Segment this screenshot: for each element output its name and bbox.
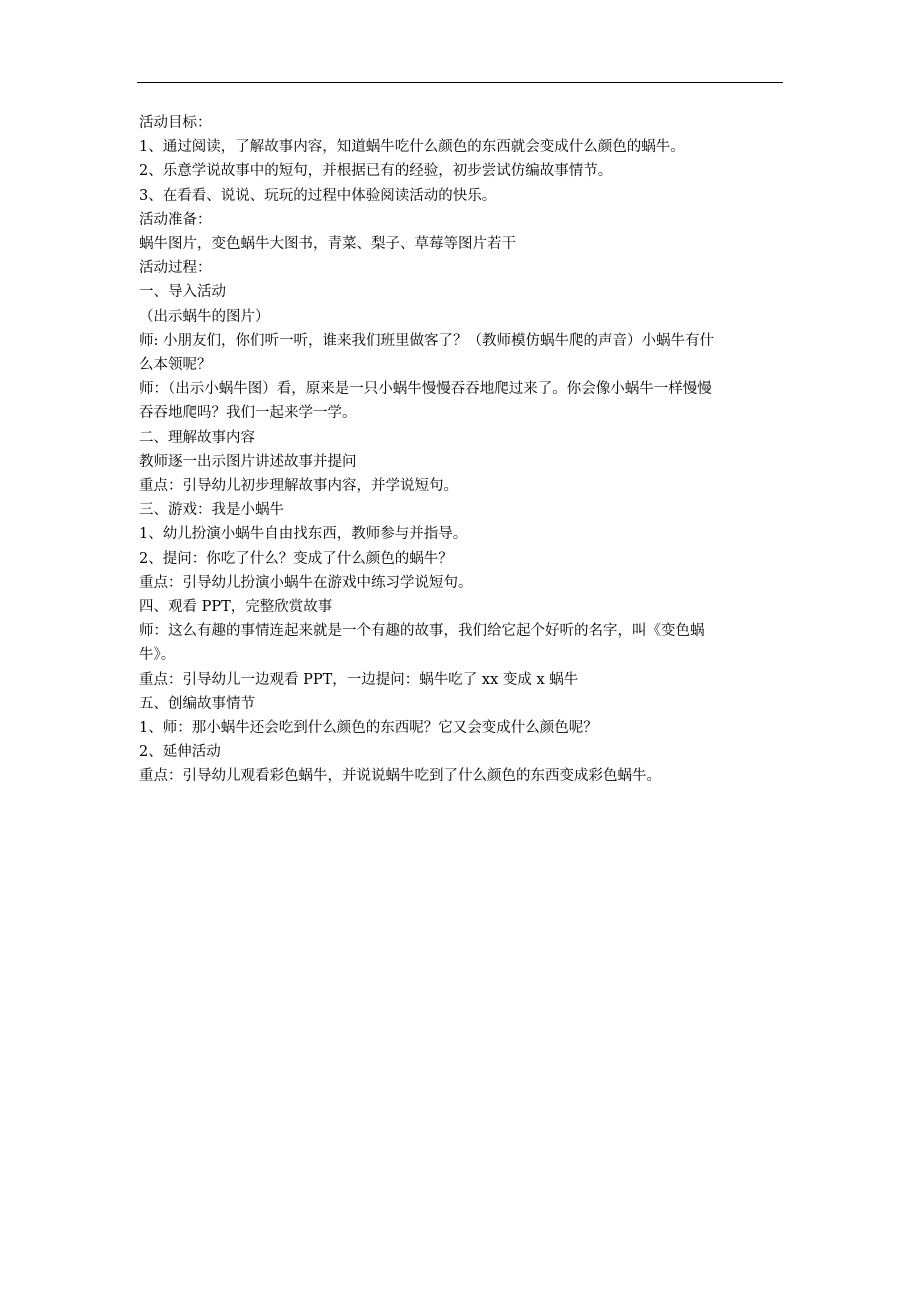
step-1-dialogue-b-cont: 吞吞地爬吗？我们一起来学一学。	[139, 405, 357, 422]
step-4-key-point: 重点：引导幼儿一边观看 PPT，一边提问：蜗牛吃了 xx 变成 x 蜗牛	[139, 671, 579, 688]
goal-item-3: 3、在看看、说说、玩玩的过程中体验阅读活动的快乐。	[139, 187, 497, 204]
step-heading-3: 三、游戏：我是小蜗牛	[139, 502, 284, 519]
step-heading-2: 二、理解故事内容	[139, 429, 255, 446]
header-rule	[137, 82, 783, 83]
step-4-dialogue: 师：这么有趣的事情连起来就是一个有趣的故事，我们给它起个好听的名字，叫《变色蜗	[139, 623, 705, 640]
section-heading-preparation: 活动准备：	[139, 211, 212, 228]
goal-item-2: 2、乐意学说故事中的短句，并根据已有的经验，初步尝试仿编故事情节。	[139, 163, 613, 180]
step-1-note: （出示蜗牛的图片）	[139, 308, 270, 325]
goal-item-1: 1、通过阅读，了解故事内容，知道蜗牛吃什么颜色的东西就会变成什么颜色的蜗牛。	[139, 139, 685, 156]
step-1-dialogue-a: 师: 小朋友们，你们听一听，谁来我们班里做客了？（教师模仿蜗牛爬的声音）小蜗牛有什	[139, 332, 714, 349]
section-heading-goals: 活动目标：	[139, 115, 212, 131]
document-body	[139, 111, 785, 789]
step-5-key-point: 重点：引导幼儿观看彩色蜗牛，并说说蜗牛吃到了什么颜色的东西变成彩色蜗牛。	[139, 768, 661, 785]
step-1-dialogue-a-cont: 么本领呢？	[139, 357, 212, 374]
step-3-item-2: 2、提问：你吃了什么？变成了什么颜色的蜗牛？	[139, 550, 453, 567]
step-5-item-1: 1、师：那小蜗牛还会吃到什么颜色的东西呢？它又会变成什么颜色呢？	[139, 720, 598, 737]
step-2-key-point: 重点：引导幼儿初步理解故事内容，并学说短句。	[139, 478, 458, 495]
step-heading-1: 一、导入活动	[139, 284, 226, 301]
step-heading-5: 五、创编故事情节	[139, 695, 255, 712]
step-2-text: 教师逐一出示图片讲述故事并提问	[139, 453, 357, 470]
step-heading-4: 四、观看 PPT，完整欣赏故事	[139, 599, 333, 616]
preparation-text: 蜗牛图片，变色蜗牛大图书，青菜、梨子、草莓等图片若干	[139, 236, 516, 253]
step-5-item-2: 2、延伸活动	[139, 744, 221, 761]
step-3-key-point: 重点：引导幼儿扮演小蜗牛在游戏中练习学说短句。	[139, 574, 473, 591]
step-4-dialogue-cont: 牛》。	[139, 647, 176, 664]
step-1-dialogue-b: 师：（出示小蜗牛图）看，原来是一只小蜗牛慢慢吞吞地爬过来了。你会像小蜗牛一样慢慢	[139, 381, 712, 398]
section-heading-process: 活动过程：	[139, 260, 212, 277]
step-3-item-1: 1、幼儿扮演小蜗牛自由找东西，教师参与并指导。	[139, 526, 468, 543]
